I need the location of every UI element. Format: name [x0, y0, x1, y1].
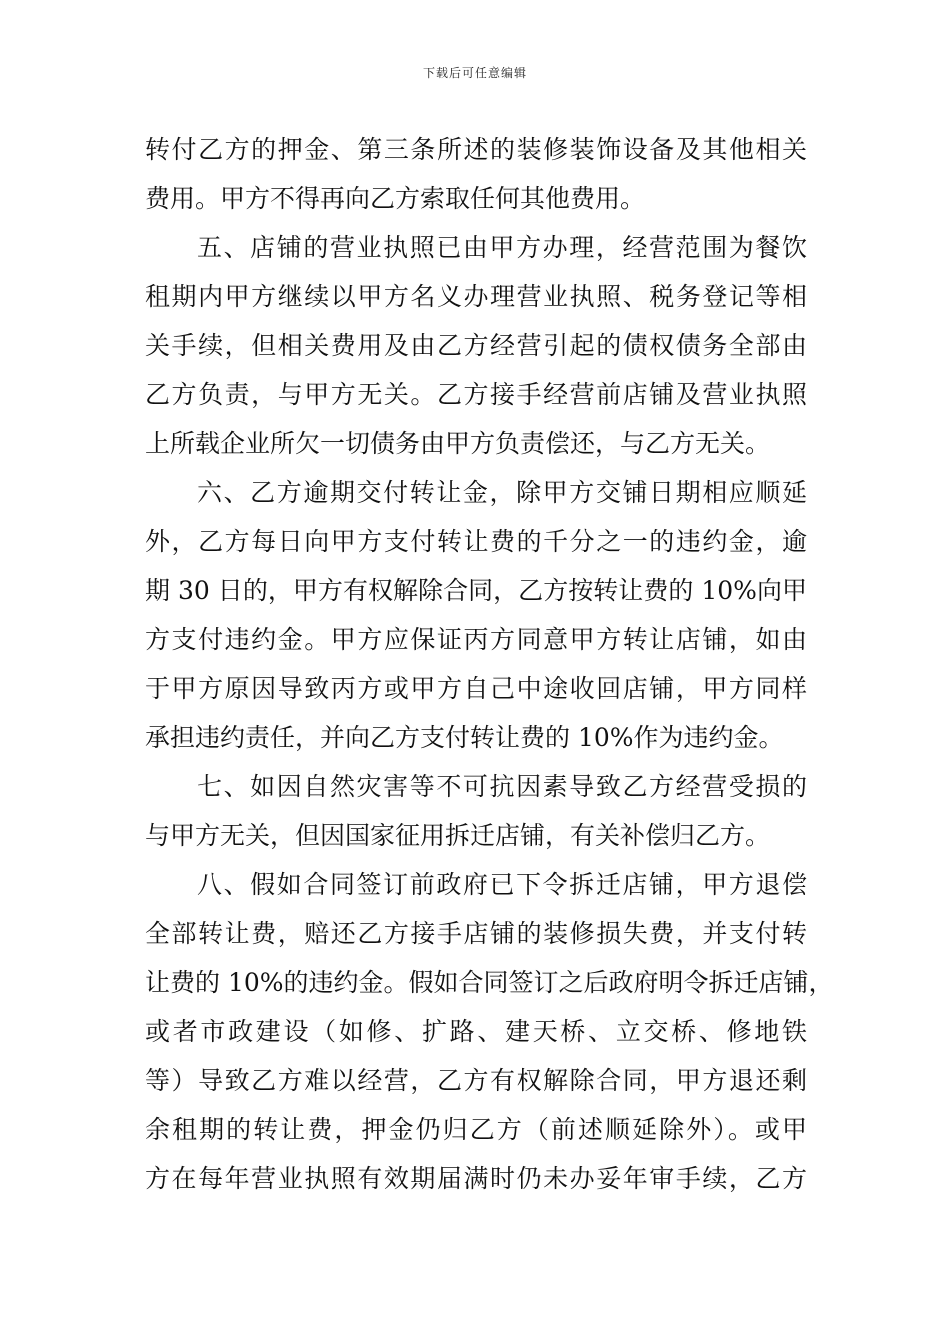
text-line: 或者市政建设（如修、扩路、建天桥、立交桥、修地铁	[145, 1017, 807, 1046]
text-line: 关手续，但相关费用及由乙方经营引起的债权债务全部由	[145, 331, 807, 360]
text-line: 八、假如合同签订前政府已下令拆迁店铺，甲方退偿	[197, 870, 807, 899]
text-line: 七、如因自然灾害等不可抗因素导致乙方经营受损的	[197, 772, 807, 801]
text-line: 租期内甲方继续以甲方名义办理营业执照、税务登记等相	[145, 282, 807, 311]
text-line: 与甲方无关，但因国家征用拆迁店铺，有关补偿归乙方。	[145, 821, 771, 850]
text-line: 上所载企业所欠一切债务由甲方负责偿还，与乙方无关。	[145, 429, 771, 458]
text-line: 于甲方原因导致丙方或甲方自己中途收回店铺，甲方同样	[145, 674, 807, 703]
page-header-note: 下载后可任意编辑	[422, 66, 527, 80]
text-line: 期 30 日的，甲方有权解除合同，乙方按转让费的 10%向甲	[145, 576, 807, 605]
text-line: 等）导致乙方难以经营，乙方有权解除合同，甲方退还剩	[145, 1066, 807, 1095]
text-line: 六、乙方逾期交付转让金，除甲方交铺日期相应顺延	[197, 478, 807, 507]
text-line: 转付乙方的押金、第三条所述的装修装饰设备及其他相关	[145, 135, 807, 164]
text-line: 全部转让费，赔还乙方接手店铺的装修损失费，并支付转	[145, 919, 807, 948]
text-line: 让费的 10%的违约金。假如合同签订之后政府明令拆迁店铺，	[145, 968, 834, 997]
document-body	[145, 125, 834, 1203]
text-line: 五、店铺的营业执照已由甲方办理，经营范围为餐饮	[197, 233, 807, 262]
text-line: 方在每年营业执照有效期届满时仍未办妥年审手续，乙方	[145, 1164, 807, 1193]
text-line: 方支付违约金。甲方应保证丙方同意甲方转让店铺，如由	[145, 625, 807, 654]
text-line: 余租期的转让费，押金仍归乙方（前述顺延除外）。或甲	[145, 1115, 807, 1144]
text-line: 承担违约责任，并向乙方支付转让费的 10%作为违约金。	[145, 723, 784, 752]
text-line: 费用。甲方不得再向乙方索取任何其他费用。	[145, 184, 646, 213]
text-line: 外，乙方每日向甲方支付转让费的千分之一的违约金，逾	[145, 527, 807, 556]
text-line: 乙方负责，与甲方无关。乙方接手经营前店铺及营业执照	[145, 380, 807, 409]
